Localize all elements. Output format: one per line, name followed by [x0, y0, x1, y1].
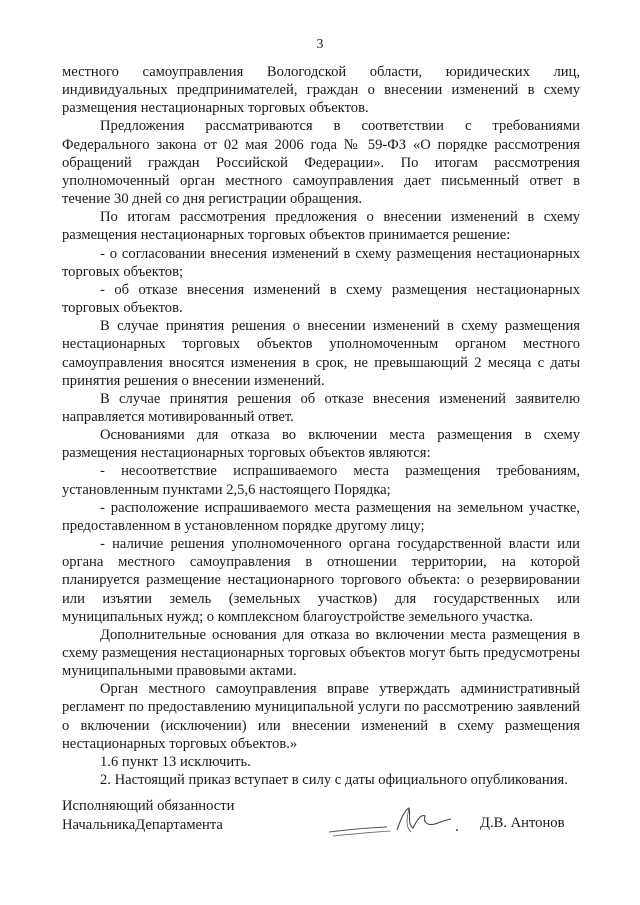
paragraph: - наличие решения уполномоченного органа государственной власти или органа местного самоуправления в отношении территории, на которой планируется размещение нестационарного торгового объекта: о резервировании или изъятии земель (земельных участков) для государственных или муниципальных нужд; о комплексном благоустройстве земельного участка.: [62, 536, 580, 625]
paragraph: - расположение испрашиваемого места размещения на земельном участке, предоставленном в установленном порядке другому лицу;: [62, 499, 580, 534]
paragraph: Основаниями для отказа во включении места размещения в схему размещения нестационарных торговых объектов являются:: [62, 427, 580, 462]
paragraph: - об отказе внесения изменений в схему размещения нестационарных торговых объектов.: [62, 281, 580, 317]
paragraph: Дополнительные основания для отказа во включении места размещения в схему размещения нестационарных торговых объектов могут быть предусмотрены муниципальными правовыми актами.: [62, 626, 580, 680]
page-number: 3: [316, 36, 324, 51]
paragraph: - о согласовании внесения изменений в схему размещения нестационарных торговых объектов;: [62, 245, 580, 280]
paragraph: В случае принятия решения об отказе внесения изменений заявителю направляется мотивированный ответ.: [62, 390, 580, 425]
signatory-name: Д.В. Антонов: [480, 815, 565, 831]
paragraph: 1.6 пункт 13 исключить.: [100, 753, 251, 770]
paragraph: - несоответствие испрашиваемого места размещения требованиям, установленным пунктами 2,5,6 настоящего Порядка;: [62, 463, 580, 498]
signatory-position-line2: НачальникаДепартамента: [62, 817, 223, 833]
paragraph: По итогам рассмотрения предложения о внесении изменений в схему размещения нестационарных торговых объектов принимается решение:: [62, 209, 580, 244]
paragraph: Орган местного самоуправления вправе утверждать административный регламент по предоставлению муниципальной услуги по рассмотрению заявлений о включении (исключении) или внесении изменений в схему размещения нестационарных торговых объектов.»: [62, 681, 580, 752]
paragraph: 2. Настоящий приказ вступает в силу с даты официального опубликования.: [100, 772, 568, 789]
paragraph: В случае принятия решения о внесении изменений в схему размещения нестационарных торговых объектов уполномоченным органом местного самоуправления вносятся изменения в срок, не превышающий 2 месяца с даты принятия решения о внесении изменений.: [62, 318, 580, 389]
paragraph: местного самоуправления Вологодской области, юридических лиц, индивидуальных предпринимателей, граждан о внесении изменений в схему размещения нестационарных торговых объектов.: [62, 64, 580, 117]
signatory-position-line1: Исполняющий обязанности: [62, 798, 235, 814]
document-body: [62, 63, 580, 789]
handwritten-signature: [325, 800, 465, 844]
paragraph: Предложения рассматриваются в соответствии с требованиями Федерального закона от 02 мая 2006 года № 59-ФЗ «О порядке рассмотрения обращений граждан Российской Федерации». По итогам рассмотрения уполномоченный орган местного самоуправления дает письменный ответ в течение 30 дней со дня регистрации обращения.: [62, 118, 580, 208]
